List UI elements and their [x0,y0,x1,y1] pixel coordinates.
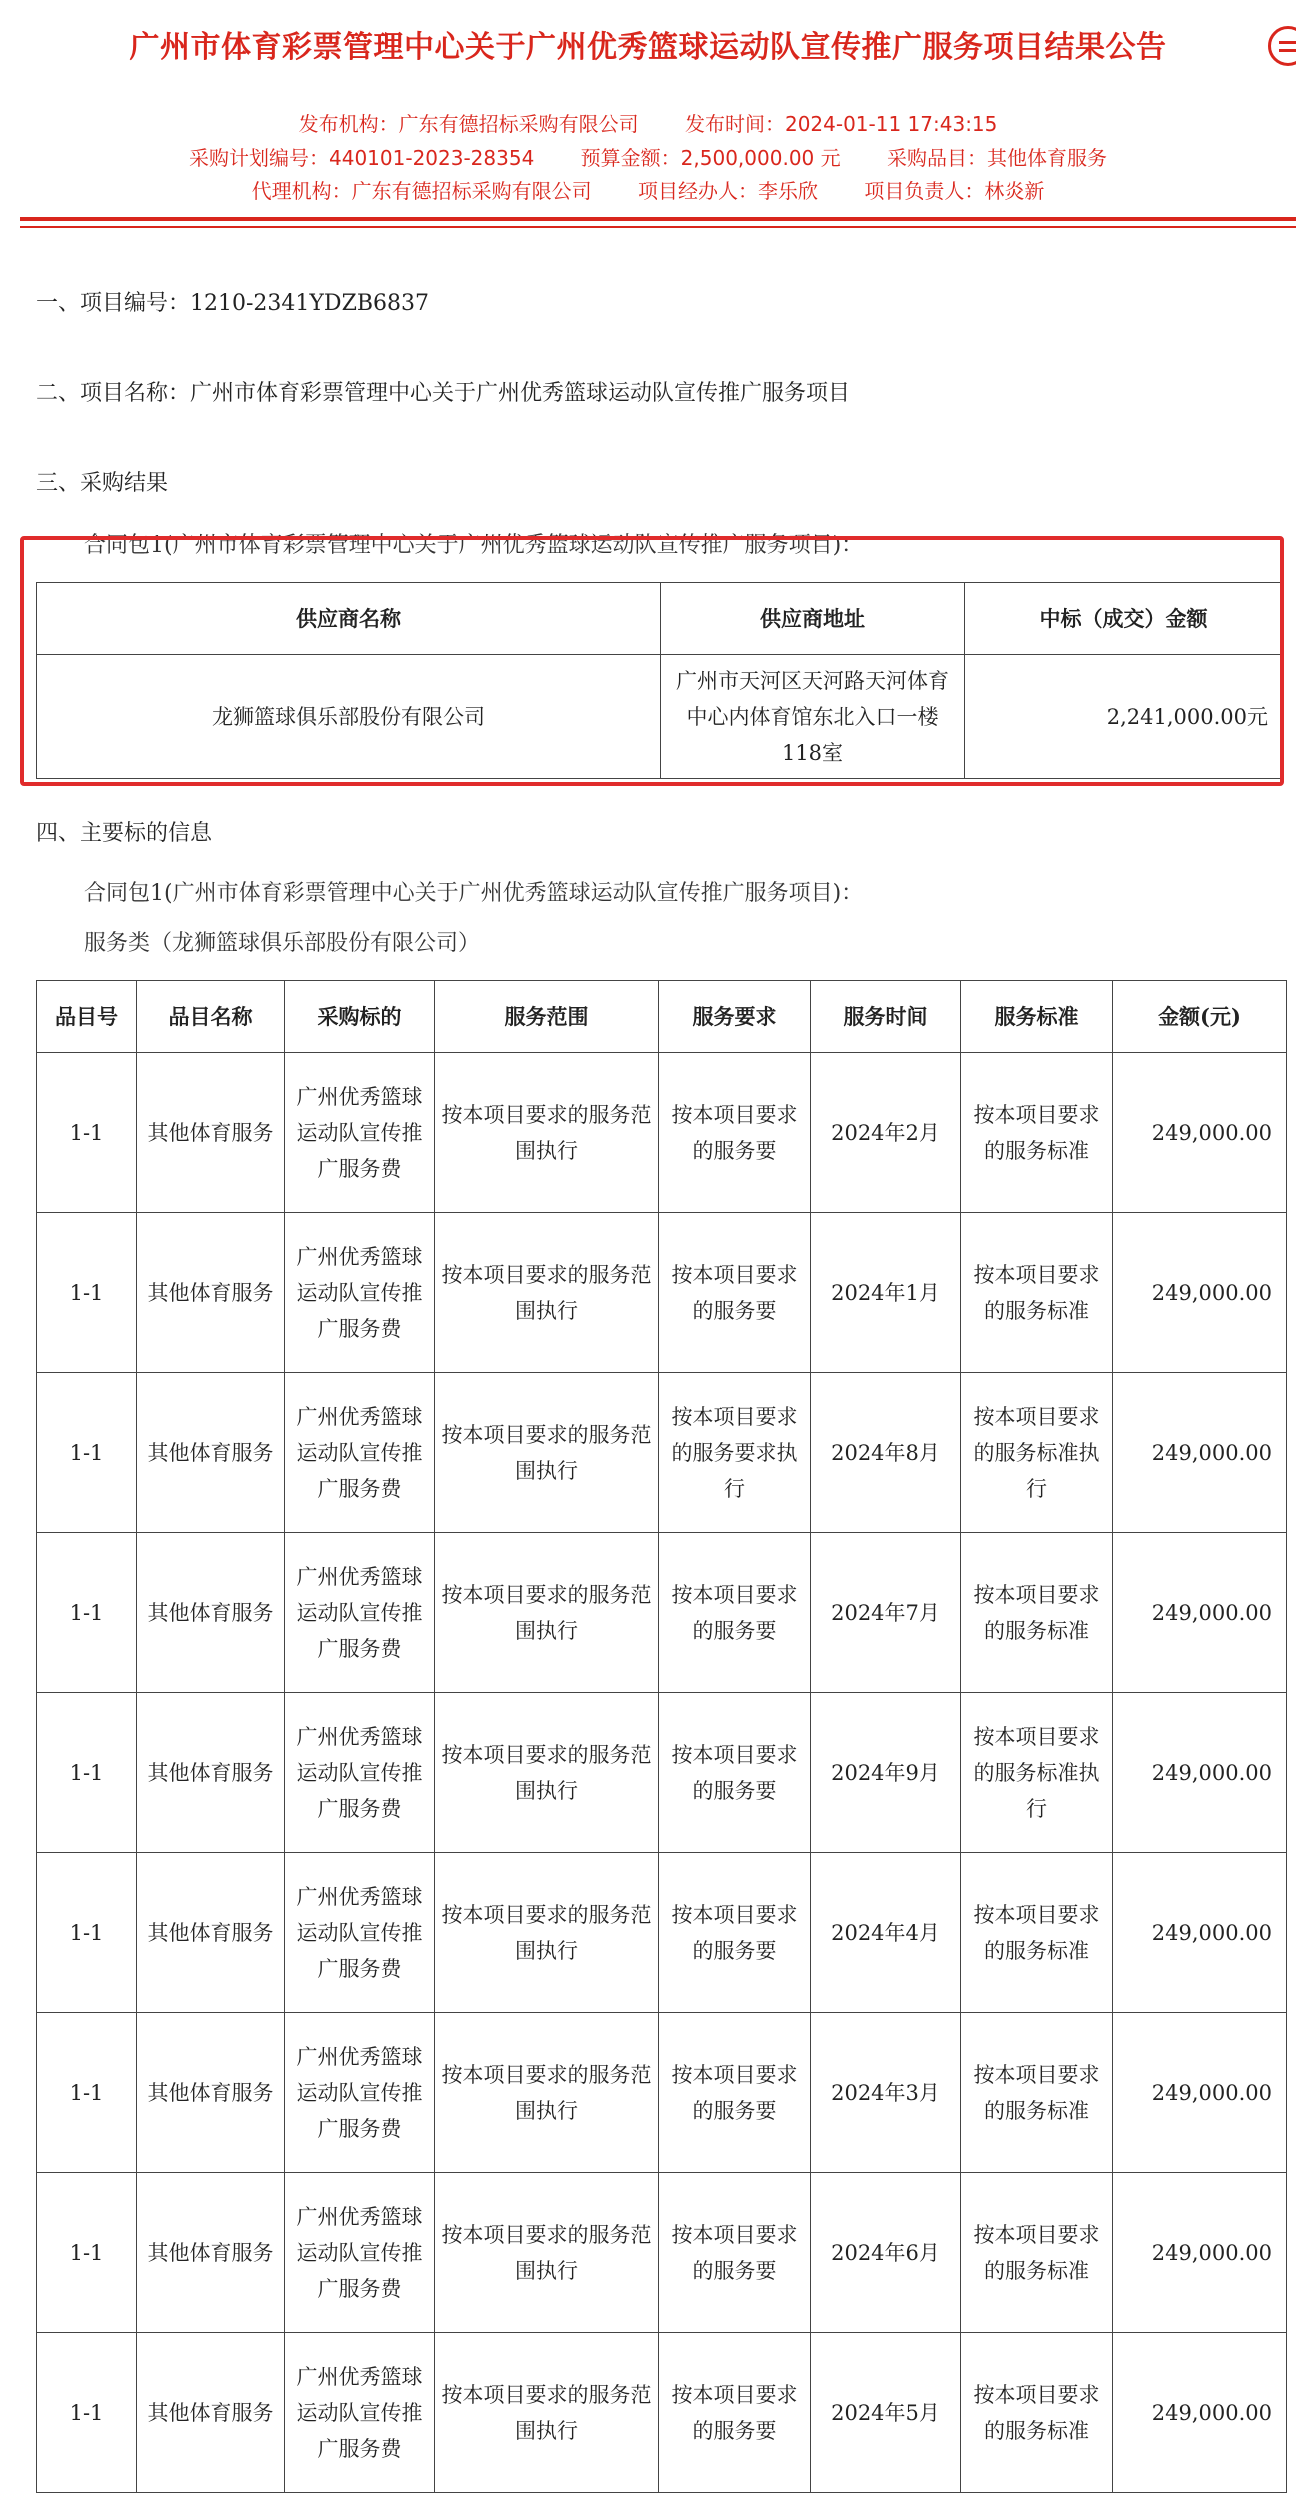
header-item-no: 品目号 [37,981,137,1053]
header-supplier-name: 供应商名称 [37,583,661,655]
item-standard: 按本项目要求的服务标准执行 [961,1373,1113,1533]
header-target: 采购标的 [285,981,435,1053]
item-no: 1-1 [37,1533,137,1693]
meta-line-3 [0,175,1296,204]
supplier-address: 广州市天河区天河路天河体育中心内体育馆东北入口一楼118室 [661,655,965,779]
item-target: 广州优秀篮球运动队宣传推广服务费 [285,1693,435,1853]
item-name: 其他体育服务 [137,1373,285,1533]
result-package: 合同包1(广州市体育彩票管理中心关于广州优秀篮球运动队宣传推广服务项目)： [84,533,864,558]
item-no: 1-1 [37,2013,137,2173]
item-amount: 249,000.00 [1113,1693,1287,1853]
item-target: 广州优秀篮球运动队宣传推广服务费 [285,1373,435,1533]
item-scope: 按本项目要求的服务范围执行 [435,1693,659,1853]
page-title: 广州市体育彩票管理中心关于广州优秀篮球运动队宣传推广服务项目结果公告 [129,30,1167,65]
table-row [37,2173,1287,2333]
item-target: 广州优秀篮球运动队宣传推广服务费 [285,1533,435,1693]
table-header-row [37,981,1287,1053]
item-requirement: 按本项目要求的服务要 [659,2173,811,2333]
item-requirement: 按本项目要求的服务要 [659,1853,811,2013]
item-standard: 按本项目要求的服务标准 [961,1853,1113,2013]
project-name: 二、项目名称：广州市体育彩票管理中心关于广州优秀篮球运动队宣传推广服务项目 [36,381,851,406]
item-name: 其他体育服务 [137,1053,285,1213]
item-standard: 按本项目要求的服务标准 [961,2013,1113,2173]
item-scope: 按本项目要求的服务范围执行 [435,2173,659,2333]
item-name: 其他体育服务 [137,1693,285,1853]
project-number: 一、项目编号：1210-2341YDZB6837 [36,291,430,316]
item-time: 2024年7月 [811,1533,961,1693]
table-row [37,1053,1287,1213]
header-requirement: 服务要求 [659,981,811,1053]
header-amount: 金额(元) [1113,981,1287,1053]
supplier-name: 龙狮篮球俱乐部股份有限公司 [37,655,661,779]
publish-time: 发布时间：2024-01-11 17:43:15 [684,112,998,136]
divider [20,217,1296,221]
item-time: 2024年5月 [811,2333,961,2493]
table-row [37,1693,1287,1853]
item-requirement: 按本项目要求的服务要求执行 [659,1373,811,1533]
item-standard: 按本项目要求的服务标准 [961,1053,1113,1213]
category: 采购品目：其他体育服务 [886,146,1107,170]
item-requirement: 按本项目要求的服务要 [659,1693,811,1853]
item-target: 广州优秀篮球运动队宣传推广服务费 [285,2173,435,2333]
item-no: 1-1 [37,2333,137,2493]
item-time: 2024年8月 [811,1373,961,1533]
item-time: 2024年3月 [811,2013,961,2173]
item-no: 1-1 [37,1853,137,2013]
item-target: 广州优秀篮球运动队宣传推广服务费 [285,2333,435,2493]
budget: 预算金额：2,500,000.00 元 [580,146,841,170]
header-supplier-address: 供应商地址 [661,583,965,655]
header-scope: 服务范围 [435,981,659,1053]
item-time: 2024年1月 [811,1213,961,1373]
item-target: 广州优秀篮球运动队宣传推广服务费 [285,2013,435,2173]
item-requirement: 按本项目要求的服务要 [659,2013,811,2173]
table-row [37,1533,1287,1693]
item-standard: 按本项目要求的服务标准执行 [961,1693,1113,1853]
item-scope: 按本项目要求的服务范围执行 [435,1853,659,2013]
section-result-heading: 三、采购结果 [36,471,169,496]
item-requirement: 按本项目要求的服务要 [659,1533,811,1693]
item-time: 2024年9月 [811,1693,961,1853]
meta-line-1 [0,108,1296,137]
item-scope: 按本项目要求的服务范围执行 [435,1373,659,1533]
item-no: 1-1 [37,1693,137,1853]
item-amount: 249,000.00 [1113,2173,1287,2333]
item-requirement: 按本项目要求的服务要 [659,1053,811,1213]
item-amount: 249,000.00 [1113,1533,1287,1693]
item-no: 1-1 [37,1213,137,1373]
item-name: 其他体育服务 [137,2173,285,2333]
item-name: 其他体育服务 [137,2333,285,2493]
item-standard: 按本项目要求的服务标准 [961,2333,1113,2493]
item-standard: 按本项目要求的服务标准 [961,1533,1113,1693]
table-row [37,1213,1287,1373]
item-scope: 按本项目要求的服务范围执行 [435,2013,659,2173]
plan-number: 采购计划编号：440101-2023-28354 [189,146,535,170]
item-scope: 按本项目要求的服务范围执行 [435,2333,659,2493]
item-standard: 按本项目要求的服务标准 [961,1213,1113,1373]
header-time: 服务时间 [811,981,961,1053]
table-row [37,1373,1287,1533]
item-scope: 按本项目要求的服务范围执行 [435,1533,659,1693]
item-name: 其他体育服务 [137,1533,285,1693]
handler: 项目经办人：李乐欣 [638,179,818,203]
highlight-box [20,536,1284,786]
item-amount: 249,000.00 [1113,1853,1287,2013]
item-target: 广州优秀篮球运动队宣传推广服务费 [285,1053,435,1213]
section-items-heading: 四、主要标的信息 [36,821,213,846]
item-time: 2024年6月 [811,2173,961,2333]
publisher: 发布机构：广东有德招标采购有限公司 [298,112,639,136]
item-name: 其他体育服务 [137,1853,285,2013]
item-scope: 按本项目要求的服务范围执行 [435,1213,659,1373]
item-amount: 249,000.00 [1113,1213,1287,1373]
item-no: 1-1 [37,2173,137,2333]
item-standard: 按本项目要求的服务标准 [961,2173,1113,2333]
meta-line-2 [0,142,1296,171]
item-no: 1-1 [37,1373,137,1533]
item-no: 1-1 [37,1053,137,1213]
agency: 代理机构：广东有德招标采购有限公司 [251,179,592,203]
table-row [37,1853,1287,2013]
item-name: 其他体育服务 [137,1213,285,1373]
divider [20,226,1296,228]
header-award-amount: 中标（成交）金额 [965,583,1283,655]
header-item-name: 品目名称 [137,981,285,1053]
item-requirement: 按本项目要求的服务要 [659,2333,811,2493]
items-package: 合同包1(广州市体育彩票管理中心关于广州优秀篮球运动队宣传推广服务项目)： [84,881,864,906]
item-amount: 249,000.00 [1113,1053,1287,1213]
award-amount: 2,241,000.00元 [965,655,1283,779]
item-name: 其他体育服务 [137,2013,285,2173]
items-table [36,980,1287,2493]
item-scope: 按本项目要求的服务范围执行 [435,1053,659,1213]
table-row [37,2333,1287,2493]
item-amount: 249,000.00 [1113,2013,1287,2173]
item-target: 广州优秀篮球运动队宣传推广服务费 [285,1853,435,2013]
item-amount: 249,000.00 [1113,1373,1287,1533]
item-requirement: 按本项目要求的服务要 [659,1213,811,1373]
item-amount: 249,000.00 [1113,2333,1287,2493]
item-time: 2024年4月 [811,1853,961,2013]
items-category: 服务类（龙狮篮球俱乐部股份有限公司） [84,931,481,956]
header-standard: 服务标准 [961,981,1113,1053]
item-target: 广州优秀篮球运动队宣传推广服务费 [285,1213,435,1373]
item-time: 2024年2月 [811,1053,961,1213]
table-row [37,2013,1287,2173]
manager: 项目负责人：林炎新 [864,179,1045,203]
